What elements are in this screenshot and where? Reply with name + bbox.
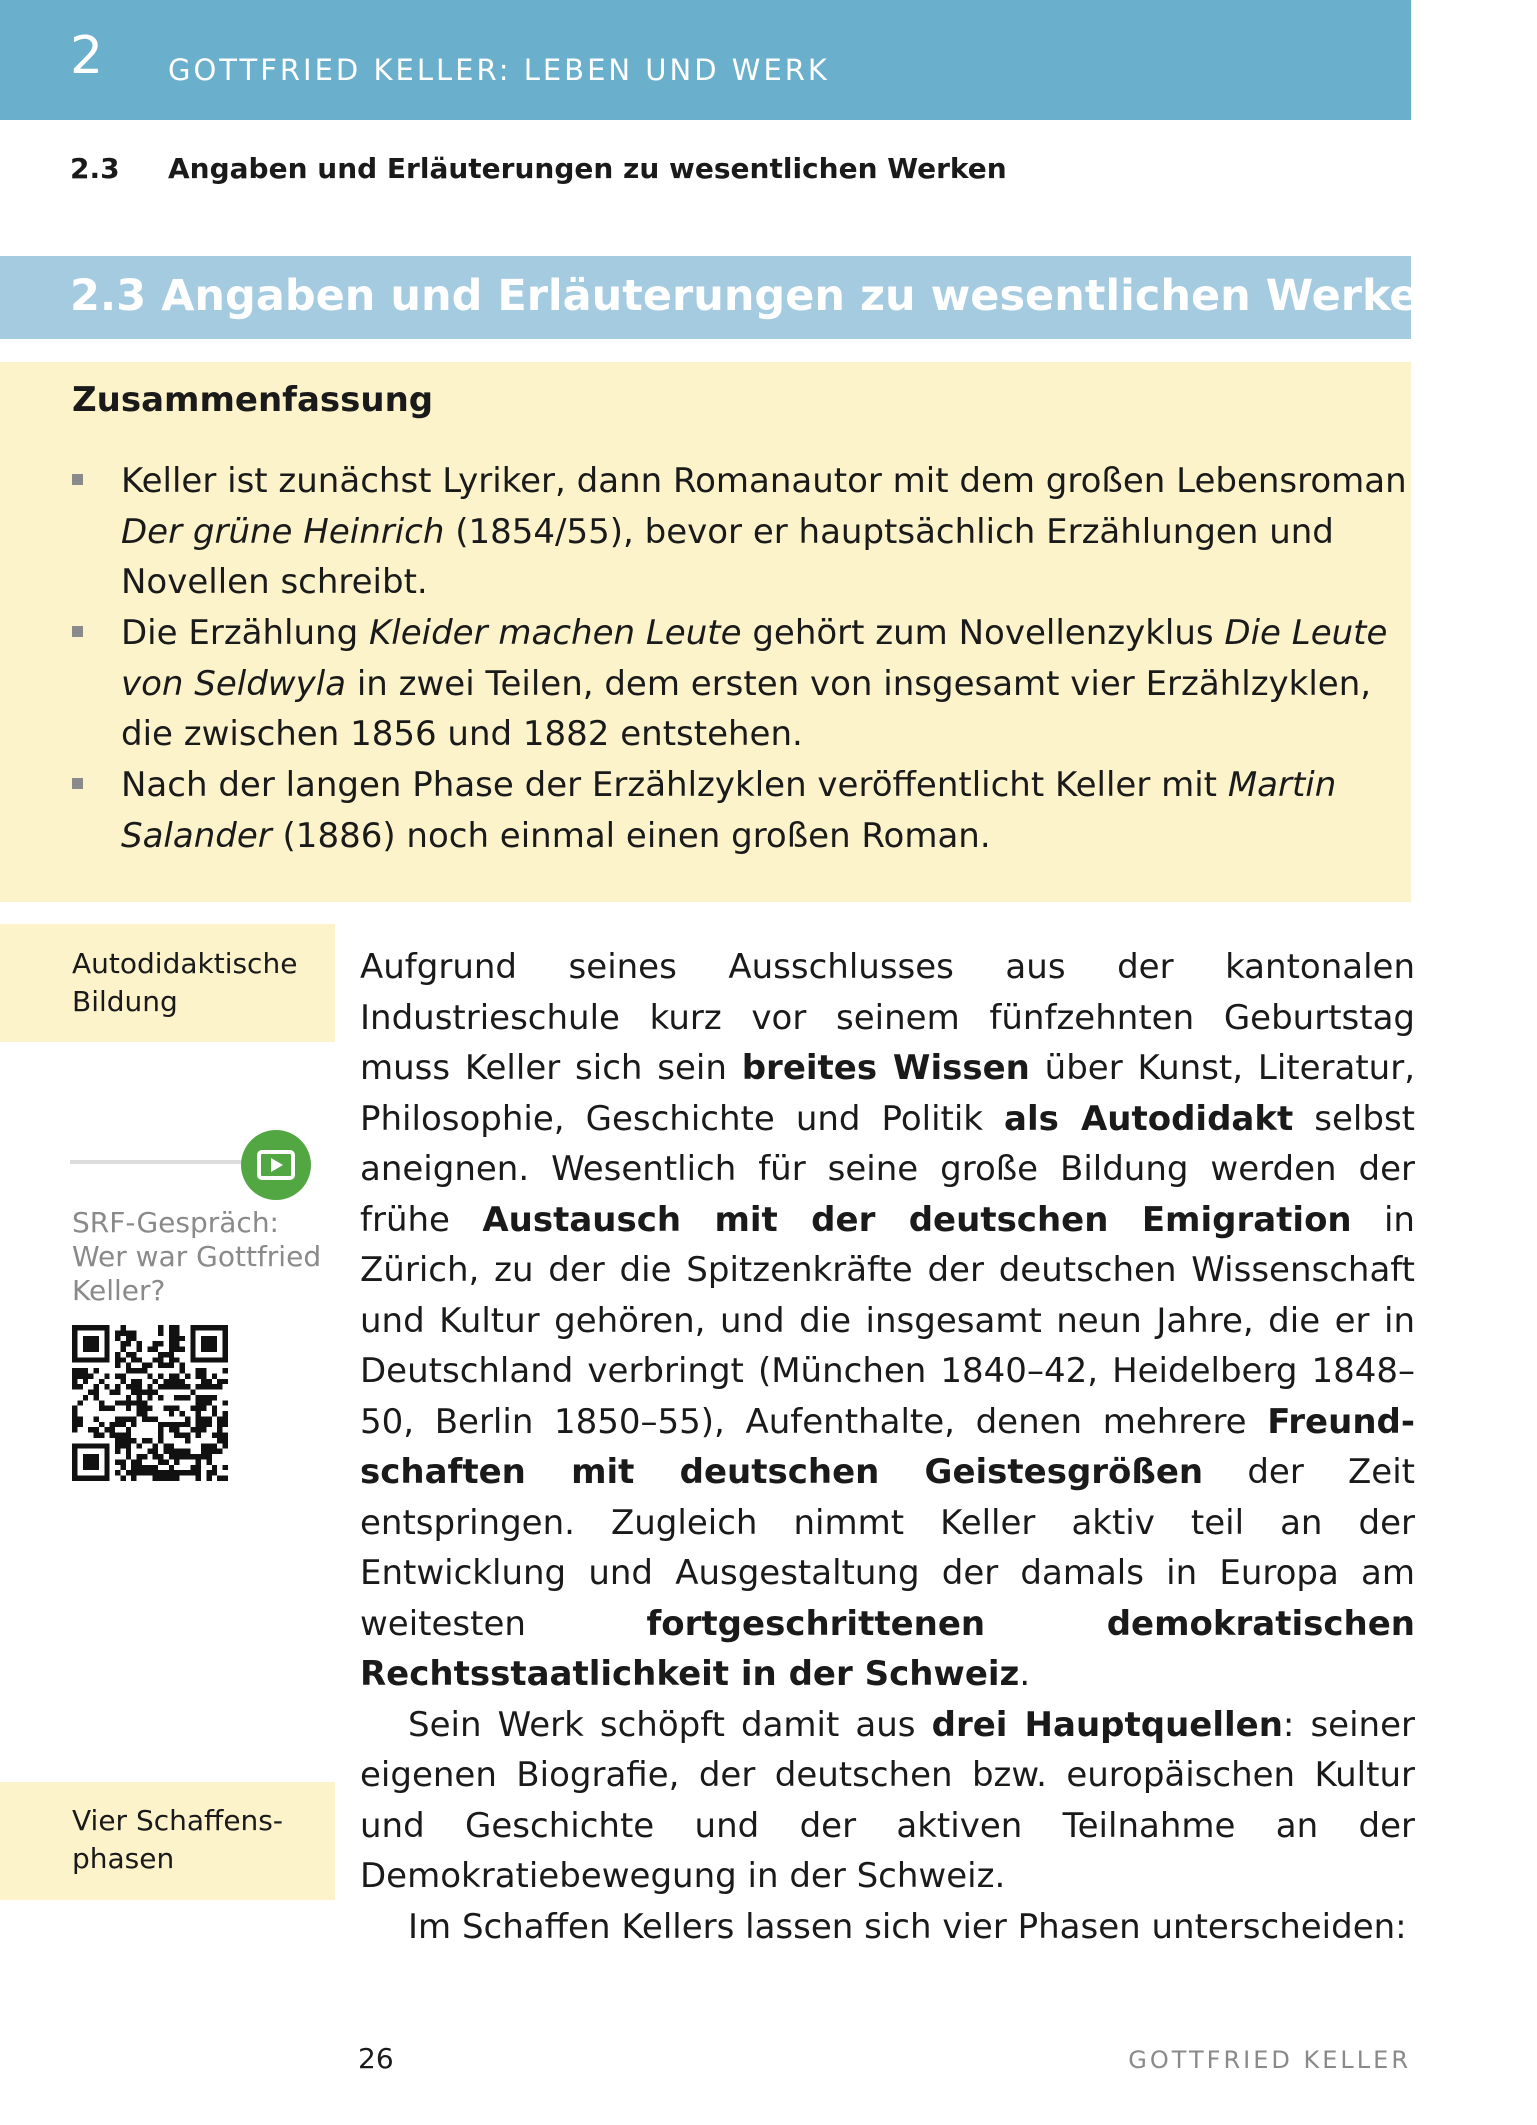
- italic-title: Die Leute von Seldwyla: [121, 613, 1388, 704]
- summary-bullet-text: [121, 760, 1421, 861]
- text-run: Nach der langen Phase der Erzählzyklen veröffentlicht Keller mit: [121, 765, 1228, 805]
- chapter-number: 2: [70, 26, 104, 86]
- section-title: 2.3 Angaben und Erläuterungen zu wesentlichen Werken: [70, 271, 1450, 321]
- bold-text: als Autodidakt: [1004, 1098, 1294, 1139]
- italic-title: Martin Salander: [121, 765, 1337, 856]
- text-run: der Zeit entspringen. Zugleich nimmt Keller aktiv teil an der Entwicklung und Ausgestaltung der damals in Europa am weitesten: [360, 1452, 1415, 1644]
- text-run: Keller ist zunächst Lyriker, dann Romanautor mit dem großen Lebensroman: [121, 461, 1407, 501]
- square-bullet-icon: [72, 474, 83, 485]
- text-run: Im Schaffen Kellers lassen sich vier Phasen unterscheiden:: [408, 1906, 1407, 1947]
- text-run: (1854/55), bevor er hauptsächlich Erzählungen und Novellen schreibt.: [121, 511, 1334, 602]
- media-divider-line: [70, 1160, 245, 1164]
- text-run: über Kunst, Literatur, Philosophie, Geschichte und Politik: [360, 1048, 1415, 1139]
- running-head-number: 2.3: [70, 152, 120, 185]
- body-paragraph: [360, 942, 1415, 1700]
- text-run: in Zürich, zu der die Spitzenkräfte der deutschen Wissenschaft und Kultur gehören, und die insgesamt neun Jahre, die er in Deutschland verbringt (München 1840–42, Heidelberg 1848–50, Berlin 1850–55), Aufenthalte, denen mehrere: [360, 1199, 1415, 1442]
- media-caption: SRF-Gespräch: Wer war Gottfried Keller?: [72, 1206, 322, 1307]
- bold-text: drei Hauptquellen: [931, 1704, 1283, 1745]
- italic-title: Kleider machen Leute: [368, 613, 742, 653]
- margin-note-autodidactic: Autodidaktische Bildung: [72, 947, 298, 1018]
- margin-note-phases: Vier Schaffens-phasen: [72, 1804, 283, 1875]
- body-paragraph: [360, 1700, 1415, 1902]
- text-run: Die Erzählung: [121, 613, 369, 653]
- body-text: [360, 942, 1415, 1952]
- text-run: selbst aneignen. Wesentlich für seine große Bildung werden der frühe: [360, 1098, 1415, 1240]
- text-run: Aufgrund seines Ausschlusses aus der kantonalen Industrieschule kurz vor seinem fünfzehnten Geburtstag muss Keller sich sein: [360, 947, 1415, 1088]
- square-bullet-icon: [72, 626, 83, 637]
- qr-code[interactable]: [72, 1325, 228, 1481]
- page-number: 26: [358, 2042, 394, 2075]
- running-head-title: Angaben und Erläuterungen zu wesentlichen Werken: [168, 152, 1007, 185]
- bold-text: Austausch mit der deutschen Emigration: [482, 1199, 1352, 1240]
- summary-bullet-text: [121, 608, 1421, 760]
- footer-author: GOTTFRIED KELLER: [1128, 2046, 1411, 2074]
- bold-text: Freundschaften mit deutschen Geistesgrößen: [360, 1401, 1415, 1492]
- italic-title: Der grüne Heinrich: [121, 511, 445, 552]
- text-run: in zwei Teilen, dem ersten von insgesamt vier Erzählzyklen, die zwischen 1856 und 1882 entstehen.: [121, 663, 1372, 754]
- text-run: gehört zum Novellenzyklus: [741, 613, 1225, 653]
- text-run: .: [1019, 1654, 1031, 1694]
- bold-text: fortgeschrittenen demokratischen Rechtsstaatlichkeit in der Schweiz: [360, 1603, 1415, 1694]
- summary-bullet-text: [121, 456, 1421, 608]
- text-run: : seiner eigenen Biografie, der deutschen bzw. europäischen Kultur und Geschichte und der aktiven Teilnahme an der Demokratiebewegung in der Schweiz.: [360, 1704, 1415, 1896]
- bold-text: breites Wissen: [741, 1048, 1030, 1088]
- chapter-title: GOTTFRIED KELLER: LEBEN UND WERK: [168, 53, 830, 87]
- body-paragraph: [360, 1902, 1415, 1953]
- square-bullet-icon: [72, 778, 83, 789]
- summary-title: Zusammenfassung: [72, 380, 434, 420]
- text-run: Sein Werk schöpft damit aus: [408, 1704, 932, 1745]
- play-video-icon[interactable]: [241, 1130, 311, 1200]
- text-run: (1886) noch einmal einen großen Roman.: [271, 815, 991, 856]
